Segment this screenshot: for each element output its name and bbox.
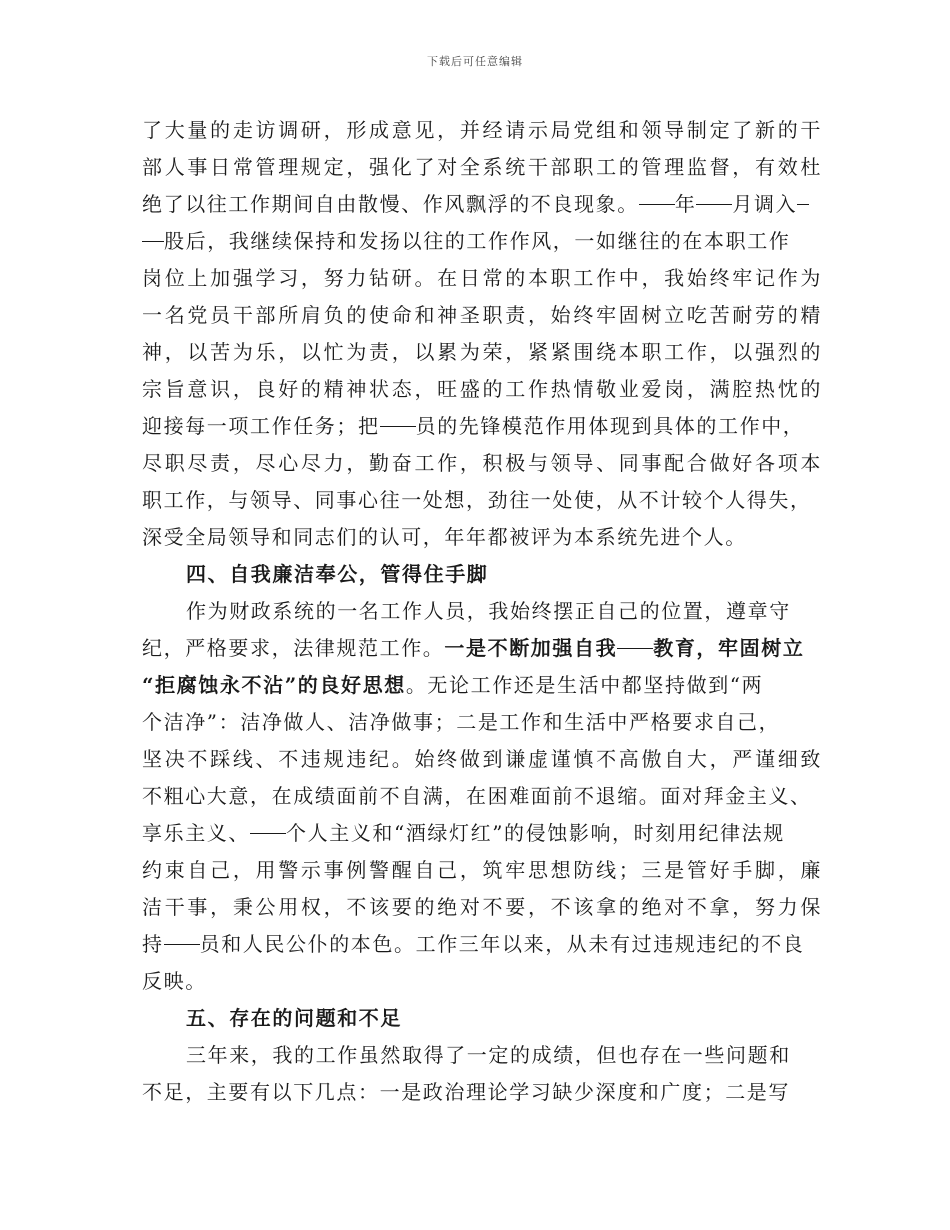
document-body — [142, 112, 822, 1111]
text-segment: 员的先锋模范作用体现到具体的工作中， — [415, 414, 805, 438]
section-heading: 五、存在的问题和不足 — [186, 1006, 402, 1030]
fill-blank — [142, 240, 164, 242]
text-line: 约束自己，用警示事例警醒自己，筑牢思想防线；三是管好手脚，廉 — [142, 858, 822, 882]
text-line — [142, 630, 822, 667]
text-segment: 年 — [674, 192, 697, 216]
text-line: 反映。 — [142, 969, 207, 993]
text-segment: 享乐主义、 — [142, 821, 250, 845]
text-line: 岗位上加强学习，努力钻研。在日常的本职工作中，我始终牢记作为 — [142, 266, 822, 290]
fill-blank — [639, 203, 675, 205]
text-segment: 月调入 — [732, 192, 798, 216]
text-line: 个洁净”：洁净做人、洁净做事；二是工作和生活中严格要求自己， — [142, 710, 781, 734]
text-line: 深受全局领导和同志们的认可，年年都被评为本系统先进个人。 — [142, 525, 747, 549]
text-line: 作为财政系统的一名工作人员，我始终摆正自己的位置，遵章守 — [186, 599, 791, 623]
fill-blank — [380, 425, 416, 427]
bold-text-segment: 一是不断加强自我 — [444, 636, 618, 660]
text-line: 神，以苦为乐，以忙为责，以累为荣，紧紧围绕本职工作，以强烈的 — [142, 340, 822, 364]
text-segment: 迎接每一项工作任务；把 — [142, 414, 380, 438]
text-line — [142, 667, 822, 704]
text-line: 三年来，我的工作虽然取得了一定的成绩，但也存在一些问题和 — [186, 1043, 791, 1067]
text-line: 职工作，与领导、同事心往一处想，劲往一处使，从不计较个人得失， — [142, 488, 812, 512]
text-line: 不粗心大意，在成绩面前不自满，在困难面前不退缩。面对拜金主义、 — [142, 784, 812, 808]
text-line: 一名党员干部所肩负的使命和神圣职责，始终牢固树立吃苦耐劳的精 — [142, 303, 822, 327]
text-line — [142, 408, 822, 445]
text-line: 坚决不踩线、不违规违纪。始终做到谦虚谨慎不高傲自大，严谨细致 — [142, 747, 822, 771]
fill-blank — [617, 647, 653, 649]
text-line — [142, 926, 822, 963]
bold-text-segment: “拒腐蚀永不沾”的良好思想 — [142, 673, 406, 697]
fill-blank — [696, 203, 732, 205]
bold-text-segment: 教育，牢固树立 — [653, 636, 805, 660]
text-line: 不足，主要有以下几点：一是政治理论学习缺少深度和广度；二是写 — [142, 1080, 790, 1104]
text-line — [142, 186, 822, 223]
text-segment: 员和人民公仆的本色。工作三年以来，从未有过违规违纪的不良 — [199, 932, 805, 956]
text-line: 洁干事，秉公用权，不该要的绝对不要，不该拿的绝对不拿，努力保 — [142, 895, 822, 919]
fill-blank — [797, 203, 809, 205]
text-segment: 持 — [142, 932, 164, 956]
fill-blank — [164, 943, 200, 945]
text-segment: 绝了以往工作期间自由散慢、作风飘浮的不良现象。 — [142, 192, 639, 216]
text-segment: 股后，我继续保持和发扬以往的工作作风，一如继往的在本职工作 — [164, 229, 791, 253]
text-segment: 。无论工作还是生活中都坚持做到“两 — [405, 673, 764, 697]
text-segment: 纪，严格要求，法律规范工作。 — [142, 636, 445, 660]
text-line: 了大量的走访调研，形成意见，并经请示局党组和领导制定了新的干 — [142, 118, 822, 142]
text-line: 尽职尽责，尽心尽力，勤奋工作，积极与领导、同事配合做好各项本 — [142, 451, 822, 475]
page-header-note: 下载后可任意编辑 — [427, 55, 523, 68]
text-line — [142, 815, 822, 852]
text-line: 部人事日常管理规定，强化了对全系统干部职工的管理监督，有效杜 — [142, 155, 822, 179]
text-line: 宗旨意识，良好的精神状态，旺盛的工作热情敬业爱岗，满腔热忱的 — [142, 377, 822, 401]
text-line — [142, 223, 822, 260]
fill-blank — [250, 832, 286, 834]
section-heading: 四、自我廉洁奉公，管得住手脚 — [186, 562, 489, 586]
text-segment: 个人主义和“酒绿灯红”的侵蚀影响，时刻用纪律法规 — [286, 821, 785, 845]
